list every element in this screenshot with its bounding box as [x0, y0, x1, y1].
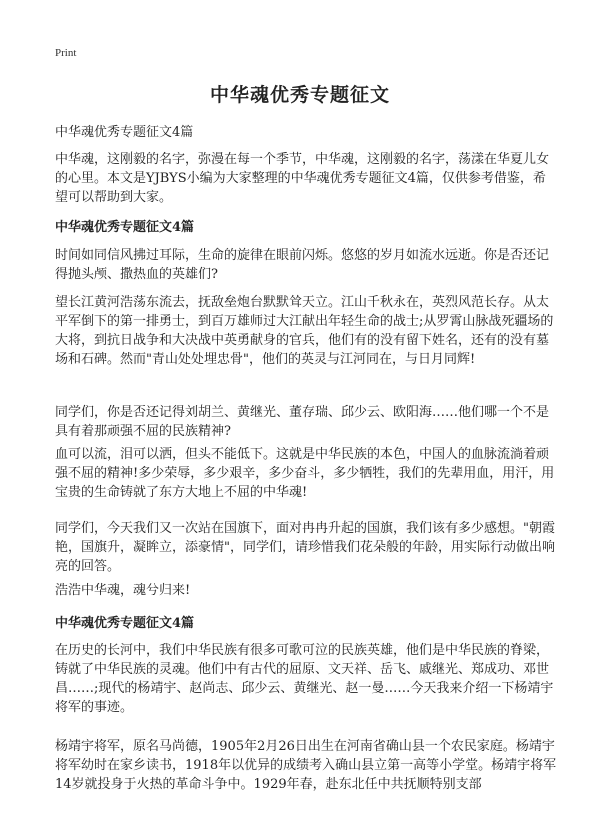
paragraph: 同学们，今天我们又一次站在国旗下，面对冉冉升起的国旗，我们该有多少感想。"朝霞艳，国旗升，凝眸立，添豪情"，同学们，请珍惜我们花朵般的年龄，用实际行动做出响亮的回答。	[55, 521, 555, 574]
paragraph: 同学们，你是否还记得刘胡兰、黄继光、董存瑞、邱少云、欧阳海……他们哪一个不是具有着那顽强不屈的民族精神?	[55, 405, 550, 439]
print-label: Print	[55, 47, 77, 59]
paragraph: 时间如同信风拂过耳际，生命的旋律在眼前闪烁。悠悠的岁月如流水远逝。你是否还记得抛头颅、撒热血的英雄们?	[55, 248, 550, 282]
paragraph: 血可以流，泪可以洒，但头不能低下。这就是中华民族的本色，中国人的血脉流淌着顽强不屈的精神!多少荣辱，多少艰辛，多少奋斗，多少牺牲，我们的先辈用血，用汗，用宝贵的生命铸就了东方大地上不屈的中华魂!	[55, 447, 555, 500]
intro-paragraph: 中华魂，这刚毅的名字，弥漫在每一个季节，中华魂，这刚毅的名字，荡漾在华夏儿女的心里。本文是YJBYS小编为大家整理的中华魂优秀专题征文4篇，仅供参考借鉴，希望可以帮助到大家。	[55, 152, 550, 205]
section-heading: 中华魂优秀专题征文4篇	[55, 616, 195, 631]
paragraph: 杨靖宇将军，原名马尚德，1905年2月26日出生在河南省确山县一个农民家庭。杨靖宇将军幼时在家乡读书，1918年以优异的成绩考入确山县立第一高等小学堂。杨靖宇将军14岁就投身于火热的革命斗争中。1929年春，赴东北任中共抚顺特别支部	[55, 739, 557, 792]
subtitle: 中华魂优秀专题征文4篇	[55, 125, 194, 140]
paragraph: 在历史的长河中，我们中华民族有很多可歌可泣的民族英雄，他们是中华民族的脊梁，铸就了中华民族的灵魂。他们中有古代的屈原、文天祥、岳飞、戚继光、郑成功、邓世昌……;现代的杨靖宇、赵尚志、邱少云、黄继光、赵一曼……今天我来介绍一下杨靖宇将军的事迹。	[55, 643, 554, 715]
paragraph: 望长江黄河浩荡东流去，抚敌垒炮台默默耸天立。江山千秋永在，英烈风范长存。从太平军倒下的第一排勇士，到百万雄师过大江献出年轻生命的战士;从罗霄山脉战死疆场的大将，到抗日战争和大决战中英勇献身的官兵，他们有的没有留下姓名，还有的没有墓场和石碑。然而"青山处处埋忠骨"，他们的英灵与江河同在，与日月同辉!	[55, 295, 554, 367]
section-heading: 中华魂优秀专题征文4篇	[55, 220, 195, 235]
paragraph: 浩浩中华魂，魂兮归来!	[55, 583, 191, 598]
page-title: 中华魂优秀专题征文	[209, 84, 390, 106]
